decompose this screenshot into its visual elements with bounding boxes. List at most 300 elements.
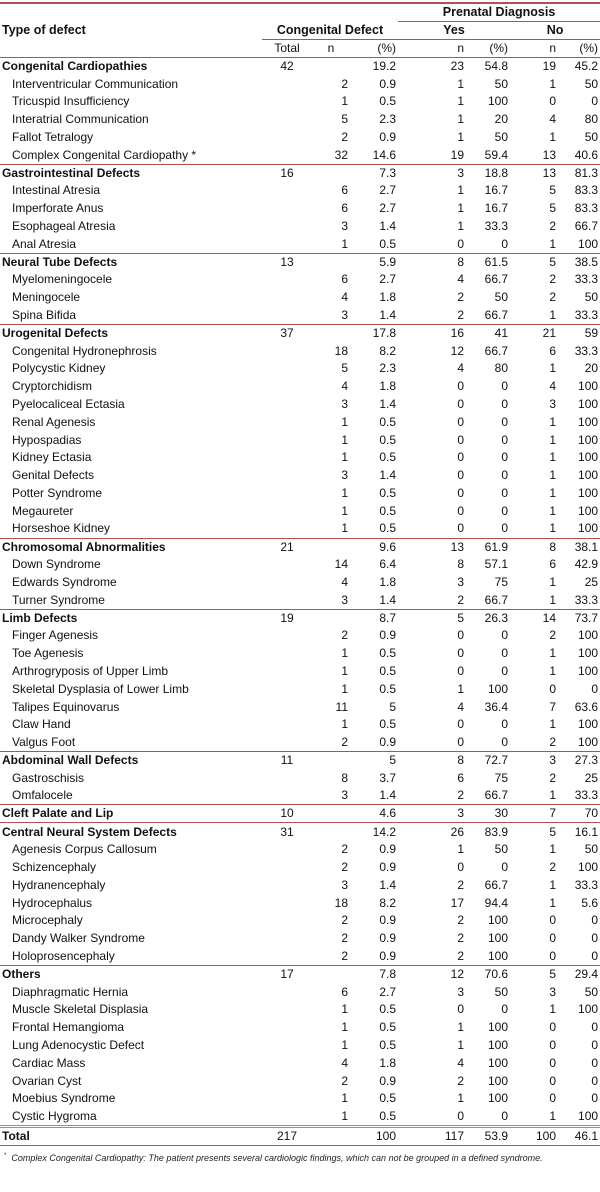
yes-n-cell: 5 — [398, 609, 466, 627]
yes-pct-cell: 0 — [501, 859, 508, 874]
n-cell: 6 — [341, 984, 348, 999]
table-row — [0, 787, 600, 805]
group-row — [0, 324, 600, 342]
total-cell — [262, 271, 312, 289]
no-n-cell: 1 — [549, 1002, 556, 1017]
defect-name-cell: Megaureter — [12, 503, 74, 518]
total-cell — [262, 556, 312, 574]
yes-n-cell: 1 — [457, 1020, 464, 1035]
total-cell — [262, 983, 312, 1001]
yes-pct-cell: 0 — [501, 628, 508, 643]
yes-n-cell: 0 — [457, 432, 464, 447]
yes-pct-cell: 70.6 — [466, 965, 510, 983]
yes-pct-cell: 75 — [494, 575, 508, 589]
total-cell — [262, 894, 312, 912]
no-pct-cell: 59 — [558, 324, 600, 342]
yes-pct-cell: 16.7 — [484, 183, 508, 198]
no-pct-cell: 46.1 — [558, 1126, 600, 1145]
total-cell — [262, 663, 312, 681]
col-yes-pct: (%) — [466, 40, 510, 58]
n-cell: 2 — [341, 842, 348, 857]
no-n-cell: 8 — [510, 538, 558, 556]
pct-cell: 0.9 — [379, 948, 396, 963]
table-row — [0, 342, 600, 360]
table-row — [0, 859, 600, 877]
n-cell: 1 — [341, 1037, 348, 1052]
defect-name-cell: Esophageal Atresia — [12, 219, 116, 234]
defect-name-cell: Abdominal Wall Defects — [0, 752, 262, 770]
yes-n-cell: 2 — [457, 913, 464, 928]
pct-cell: 2.7 — [379, 201, 396, 216]
n-cell: 1 — [341, 450, 348, 465]
table-row — [0, 930, 600, 948]
n-cell: 6 — [341, 201, 348, 216]
congenital-defect-header: Congenital Defect — [262, 22, 398, 40]
yes-pct-cell: 54.8 — [466, 58, 510, 76]
total-cell: 16 — [262, 164, 312, 182]
table-row — [0, 556, 600, 574]
yes-n-cell: 0 — [457, 521, 464, 536]
table-row — [0, 1054, 600, 1072]
total-row — [0, 1126, 600, 1145]
yes-n-cell: 0 — [457, 468, 464, 483]
table-row — [0, 663, 600, 681]
no-n-cell: 2 — [549, 272, 556, 287]
table-row — [0, 360, 600, 378]
n-cell — [312, 324, 350, 342]
yes-pct-cell: 30 — [466, 805, 510, 823]
no-pct-cell: 63.6 — [574, 699, 599, 714]
pct-cell: 0.5 — [379, 717, 396, 732]
no-pct-cell: 100 — [578, 414, 599, 429]
pct-cell: 0.9 — [379, 734, 396, 749]
col-n: n — [312, 40, 350, 58]
yes-n-cell: 3 — [398, 164, 466, 182]
n-cell: 2 — [341, 130, 348, 145]
table-row — [0, 680, 600, 698]
no-n-cell: 6 — [549, 343, 556, 358]
total-cell — [262, 948, 312, 966]
defect-name-cell: Congenital Cardiopathies — [0, 58, 262, 76]
no-n-cell: 6 — [549, 557, 556, 572]
col-yes-n: n — [398, 40, 466, 58]
pct-cell: 1.4 — [379, 788, 396, 803]
n-cell — [312, 164, 350, 182]
table-row — [0, 769, 600, 787]
yes-n-cell: 2 — [457, 592, 464, 607]
defect-name-cell: Holoprosencephaly — [12, 948, 115, 963]
pct-cell: 0.5 — [379, 414, 396, 429]
total-cell — [262, 307, 312, 325]
yes-n-cell: 6 — [457, 770, 464, 785]
yes-pct-cell: 0 — [501, 236, 508, 251]
pct-cell: 6.4 — [379, 557, 396, 572]
no-n-cell: 1 — [549, 521, 556, 536]
no-n-cell: 0 — [549, 94, 556, 109]
n-cell: 1 — [341, 681, 348, 696]
pct-cell: 0.9 — [379, 130, 396, 145]
yes-n-cell: 17 — [450, 895, 464, 910]
defect-name-cell: Finger Agenesis — [12, 628, 99, 643]
defect-name-cell: Genital Defects — [12, 468, 95, 483]
yes-pct-cell: 0 — [501, 468, 508, 483]
total-cell — [262, 1037, 312, 1055]
n-cell: 2 — [341, 1073, 348, 1088]
no-n-cell: 1 — [549, 76, 556, 91]
total-cell — [262, 1054, 312, 1072]
yes-pct-cell: 50 — [494, 984, 508, 999]
yes-n-cell: 0 — [457, 1108, 464, 1123]
yes-pct-cell: 36.4 — [484, 699, 508, 714]
no-n-cell: 2 — [549, 628, 556, 643]
total-cell — [262, 876, 312, 894]
table-row — [0, 467, 600, 485]
defect-name-cell: Cystic Hygroma — [12, 1108, 97, 1123]
pct-cell: 3.7 — [379, 770, 396, 785]
no-pct-cell: 0 — [591, 931, 599, 946]
defect-name-cell: Spina Bifida — [12, 307, 77, 322]
defect-name-cell: Intestinal Atresia — [12, 183, 101, 198]
no-n-cell: 4 — [549, 379, 556, 394]
no-n-cell: 1 — [549, 646, 556, 661]
no-n-cell: 100 — [510, 1126, 558, 1145]
pct-cell: 0.5 — [379, 646, 396, 661]
total-cell — [262, 1108, 312, 1127]
n-cell: 1 — [341, 1091, 348, 1106]
no-pct-cell: 100 — [578, 397, 599, 412]
defect-name-cell: Arthrogryposis of Upper Limb — [12, 663, 169, 678]
no-pct-cell: 100 — [578, 734, 599, 749]
yes-n-cell: 2 — [457, 877, 464, 892]
pct-cell: 8.2 — [379, 895, 396, 910]
table-row — [0, 413, 600, 431]
defect-name-cell: Cleft Palate and Lip — [0, 805, 262, 823]
no-n-cell: 1 — [549, 575, 556, 589]
n-cell: 11 — [335, 699, 348, 714]
table-row — [0, 235, 600, 253]
yes-pct-cell: 0 — [501, 1002, 508, 1017]
no-n-cell: 2 — [549, 859, 556, 874]
n-cell: 18 — [334, 895, 348, 910]
no-n-cell: 1 — [549, 592, 556, 607]
defect-name-cell: Pyelocaliceal Ectasia — [12, 397, 125, 412]
yes-n-cell: 0 — [457, 628, 464, 643]
footnote-text: Complex Congenital Cardiopathy: The patient presents several cardiologic findings, which can not be grouped in a defined syndrome. — [11, 1152, 543, 1163]
table-row — [0, 502, 600, 520]
table-row — [0, 449, 600, 467]
n-cell: 18 — [334, 343, 348, 358]
col-total: Total — [262, 40, 312, 58]
table-row — [0, 912, 600, 930]
pct-cell: 2.7 — [379, 183, 396, 198]
prenatal-diagnosis-header: Prenatal Diagnosis — [398, 3, 600, 22]
pct-cell: 0.9 — [379, 859, 396, 874]
yes-n-cell: 26 — [398, 823, 466, 841]
yes-n-cell: 1 — [457, 112, 464, 127]
table-row — [0, 218, 600, 236]
yes-pct-cell: 100 — [487, 931, 508, 946]
yes-pct-cell: 0 — [501, 397, 508, 412]
pct-cell: 1.4 — [379, 307, 396, 322]
no-pct-cell: 81.3 — [558, 164, 600, 182]
defect-name-cell: Schizencephaly — [12, 859, 97, 874]
pct-cell: 5.9 — [350, 253, 398, 271]
no-n-cell: 0 — [549, 948, 556, 963]
n-cell: 5 — [341, 112, 348, 127]
no-n-cell: 3 — [510, 752, 558, 770]
table-row — [0, 200, 600, 218]
total-cell — [262, 129, 312, 147]
yes-pct-cell: 0 — [501, 414, 508, 429]
no-n-cell: 4 — [549, 112, 556, 127]
total-cell: 31 — [262, 823, 312, 841]
yes-n-cell: 1 — [457, 130, 464, 145]
defect-name-cell: Limb Defects — [0, 609, 262, 627]
yes-n-cell: 4 — [457, 361, 464, 376]
no-pct-cell: 27.3 — [558, 752, 600, 770]
yes-n-cell: 2 — [457, 1073, 464, 1088]
n-cell — [312, 609, 350, 627]
yes-n-cell: 4 — [457, 699, 464, 714]
no-pct-cell: 50 — [584, 842, 599, 857]
no-n-cell: 1 — [549, 788, 556, 803]
defect-name-cell: Cryptorchidism — [12, 379, 93, 394]
defect-name-cell: Chromosomal Abnormalities — [0, 538, 262, 556]
defect-name-cell: Frontal Hemangioma — [12, 1020, 125, 1035]
yes-n-cell: 3 — [457, 984, 464, 999]
table-row — [0, 894, 600, 912]
pct-cell: 0.5 — [379, 663, 396, 678]
no-pct-cell: 50 — [584, 130, 599, 145]
col-no-n: n — [510, 40, 558, 58]
total-cell: 13 — [262, 253, 312, 271]
n-cell: 3 — [341, 468, 348, 483]
n-cell: 2 — [341, 734, 348, 749]
no-pct-cell: 45.2 — [558, 58, 600, 76]
no-n-cell: 14 — [510, 609, 558, 627]
no-n-cell: 13 — [542, 147, 556, 162]
defect-name-cell: Potter Syndrome — [12, 486, 103, 501]
no-pct-cell: 38.5 — [558, 253, 600, 271]
yes-pct-cell: 0 — [501, 432, 508, 447]
total-cell — [262, 485, 312, 503]
yes-pct-cell: 0 — [501, 486, 508, 501]
yes-pct-cell: 94.4 — [484, 895, 508, 910]
no-n-cell: 1 — [549, 414, 556, 429]
no-n-cell: 0 — [549, 1055, 556, 1070]
defect-name-cell: Valgus Foot — [12, 734, 76, 749]
defect-name-cell: Edwards Syndrome — [12, 575, 117, 589]
n-cell — [312, 1126, 350, 1145]
yes-pct-cell: 100 — [487, 1091, 508, 1106]
no-pct-cell: 100 — [578, 503, 599, 518]
total-cell: 10 — [262, 805, 312, 823]
no-n-cell: 21 — [510, 324, 558, 342]
yes-n-cell: 0 — [457, 503, 464, 518]
total-cell: 19 — [262, 609, 312, 627]
pct-cell: 1.4 — [379, 877, 396, 892]
n-cell — [312, 58, 350, 76]
yes-n-cell: 1 — [457, 201, 464, 216]
total-cell: 37 — [262, 324, 312, 342]
defect-name-cell: Turner Syndrome — [12, 592, 105, 607]
yes-pct-cell: 0 — [501, 1108, 508, 1123]
table-row — [0, 129, 600, 147]
defect-name-cell: Claw Hand — [12, 717, 71, 732]
yes-pct-cell: 66.7 — [484, 877, 508, 892]
no-pct-cell: 0 — [591, 681, 599, 696]
no-pct-cell: 100 — [578, 628, 599, 643]
no-pct-cell: 5.6 — [581, 895, 599, 910]
total-cell — [262, 218, 312, 236]
no-pct-cell: 73.7 — [558, 609, 600, 627]
n-cell: 4 — [341, 575, 348, 589]
yes-pct-cell: 83.9 — [466, 823, 510, 841]
table-row — [0, 1001, 600, 1019]
defect-name-cell: Central Neural System Defects — [0, 823, 262, 841]
n-cell: 1 — [341, 717, 348, 732]
total-cell — [262, 182, 312, 200]
yes-pct-cell: 26.3 — [466, 609, 510, 627]
n-cell: 3 — [341, 592, 348, 607]
yes-pct-cell: 0 — [501, 521, 508, 536]
yes-n-cell: 23 — [398, 58, 466, 76]
pct-cell: 0.5 — [379, 521, 396, 536]
no-pct-cell: 50 — [584, 984, 599, 999]
yes-n-cell: 1 — [457, 183, 464, 198]
n-cell: 1 — [341, 663, 348, 678]
pct-cell: 5 — [389, 699, 396, 714]
total-cell — [262, 734, 312, 752]
no-n-cell: 1 — [549, 307, 556, 322]
no-n-cell: 2 — [549, 219, 556, 234]
n-cell — [312, 823, 350, 841]
pct-cell: 0.5 — [379, 1020, 396, 1035]
table-row — [0, 734, 600, 752]
defect-name-cell: Interatrial Communication — [12, 112, 149, 127]
total-cell: 42 — [262, 58, 312, 76]
n-cell: 4 — [341, 290, 348, 305]
table-row — [0, 1072, 600, 1090]
no-n-cell: 0 — [549, 1037, 556, 1052]
defect-name-cell: Others — [0, 965, 262, 983]
total-cell — [262, 449, 312, 467]
no-pct-cell: 40.6 — [574, 147, 599, 162]
yes-pct-cell: 50 — [494, 130, 508, 145]
total-cell — [262, 467, 312, 485]
n-cell — [312, 253, 350, 271]
no-pct-cell: 100 — [578, 450, 599, 465]
no-pct-cell: 0 — [591, 1020, 599, 1035]
yes-n-cell: 13 — [398, 538, 466, 556]
defect-name-cell: Agenesis Corpus Callosum — [12, 842, 157, 857]
table-row — [0, 1019, 600, 1037]
n-cell: 2 — [341, 931, 348, 946]
defect-name-cell: Down Syndrome — [12, 557, 101, 572]
pct-cell: 0.5 — [379, 450, 396, 465]
n-cell: 2 — [341, 948, 348, 963]
n-cell: 32 — [334, 147, 348, 162]
table-row — [0, 431, 600, 449]
group-row — [0, 805, 600, 823]
no-n-cell: 0 — [549, 913, 556, 928]
pct-cell: 5 — [350, 752, 398, 770]
total-cell — [262, 378, 312, 396]
yes-n-cell: 2 — [457, 948, 464, 963]
total-cell — [262, 859, 312, 877]
defect-name-cell: Neural Tube Defects — [0, 253, 262, 271]
no-pct-cell: 100 — [578, 717, 599, 732]
table-row — [0, 271, 600, 289]
no-n-cell: 0 — [549, 1091, 556, 1106]
table-row — [0, 182, 600, 200]
defect-name-cell: Skeletal Dysplasia of Lower Limb — [12, 681, 189, 696]
yes-pct-cell: 100 — [487, 948, 508, 963]
total-cell — [262, 574, 312, 592]
no-pct-cell: 33.3 — [574, 343, 599, 358]
no-pct-cell: 80 — [584, 112, 599, 127]
defect-name-cell: Imperforate Anus — [12, 201, 104, 216]
no-n-cell: 13 — [510, 164, 558, 182]
no-n-cell: 1 — [549, 130, 556, 145]
yes-pct-cell: 80 — [494, 361, 508, 376]
pct-cell: 0.5 — [379, 236, 396, 251]
no-n-cell: 1 — [549, 468, 556, 483]
yes-n-cell: 2 — [457, 788, 464, 803]
table-row — [0, 841, 600, 859]
pct-cell: 2.3 — [379, 112, 396, 127]
no-pct-cell: 50 — [584, 76, 599, 91]
defect-name-cell: Total — [0, 1126, 262, 1145]
total-cell: 17 — [262, 965, 312, 983]
pct-cell: 0.9 — [379, 76, 396, 91]
yes-n-cell: 0 — [457, 379, 464, 394]
yes-pct-cell: 57.1 — [484, 557, 508, 572]
pct-cell: 0.9 — [379, 913, 396, 928]
n-cell: 2 — [341, 913, 348, 928]
table-row — [0, 1108, 600, 1127]
yes-pct-cell: 61.5 — [466, 253, 510, 271]
total-cell: 21 — [262, 538, 312, 556]
no-pct-cell: 100 — [578, 236, 599, 251]
total-cell — [262, 645, 312, 663]
n-cell: 1 — [341, 521, 348, 536]
yes-n-cell: 12 — [450, 343, 464, 358]
yes-n-cell: 19 — [450, 147, 464, 162]
total-cell — [262, 342, 312, 360]
yes-pct-cell: 66.7 — [484, 272, 508, 287]
defect-name-cell: Tricuspid Insufficiency — [12, 94, 130, 109]
n-cell: 4 — [341, 1055, 348, 1070]
defect-name-cell: Talipes Equinovarus — [12, 699, 120, 714]
yes-pct-cell: 18.8 — [466, 164, 510, 182]
defect-name-cell: Renal Agenesis — [12, 414, 96, 429]
defect-name-cell: Interventricular Communication — [12, 76, 179, 91]
n-cell: 1 — [341, 646, 348, 661]
yes-header: Yes — [398, 22, 510, 40]
no-n-cell: 1 — [549, 432, 556, 447]
no-n-cell: 2 — [549, 770, 556, 785]
table-row — [0, 378, 600, 396]
total-cell — [262, 396, 312, 414]
pct-cell: 8.7 — [350, 609, 398, 627]
no-pct-cell: 83.3 — [574, 201, 599, 216]
no-pct-cell: 0 — [591, 1091, 599, 1106]
yes-n-cell: 1 — [457, 219, 464, 234]
yes-pct-cell: 53.9 — [466, 1126, 510, 1145]
no-pct-cell: 0 — [591, 913, 599, 928]
total-cell — [262, 235, 312, 253]
